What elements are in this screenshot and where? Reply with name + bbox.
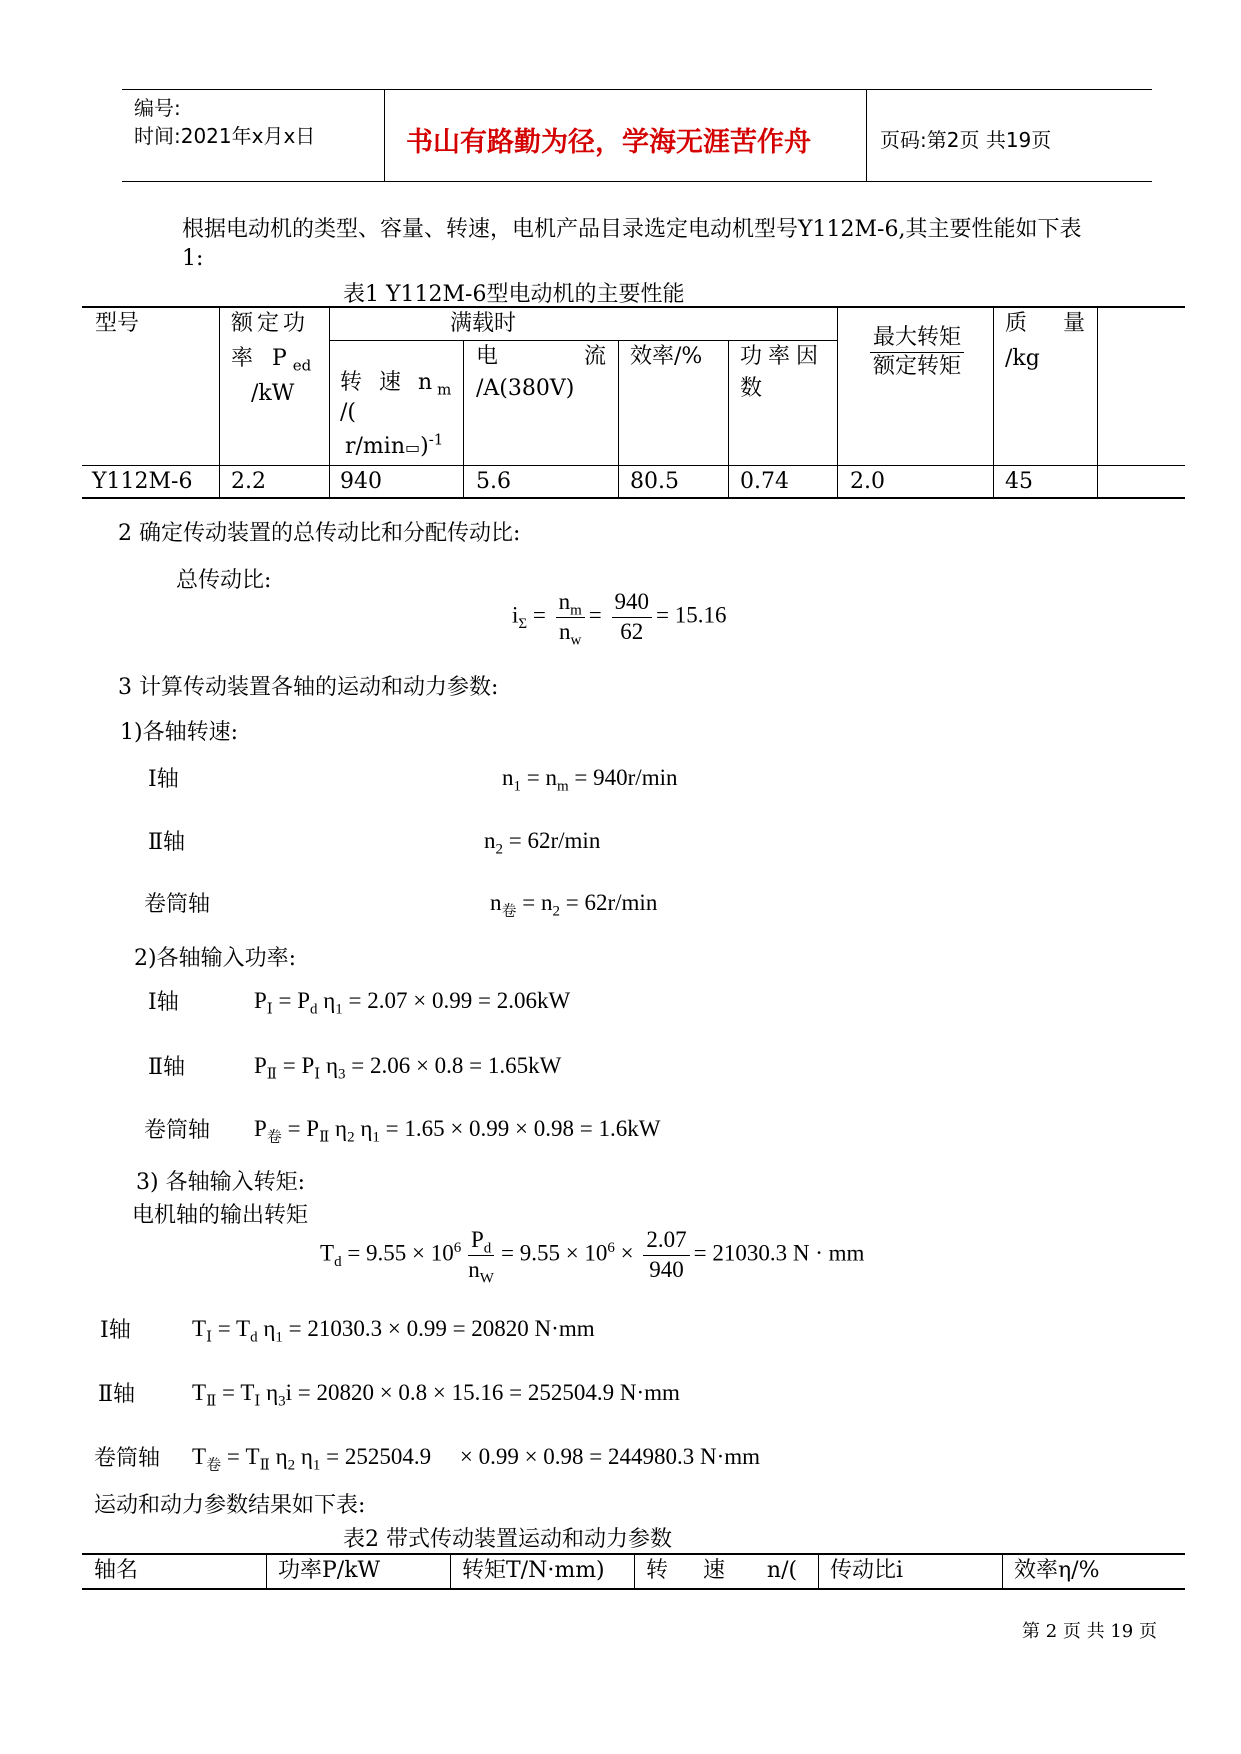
eq-nm: n (558, 589, 571, 614)
table2-header-speed: 转 速 n/( (646, 1558, 798, 1583)
speed1-mid: n (545, 765, 557, 790)
torque-eq-3: $T_卷 = T_Ⅱ$ $\eta_2$ $\eta_1 = 252504.9$ × 0.99 × 0.98 = 244980.3 N·mm (192, 1444, 761, 1474)
section2-equation: $i_\Sigma$ = $\frac{n_m}{n_w}$ = $\frac{940}{62}$ = 15.16 (512, 589, 727, 649)
td-num-value: 2.07 (643, 1226, 689, 1256)
header-page-label: 页码:第2页 共19页 (880, 128, 1052, 152)
td-n-sub: W (479, 1270, 494, 1287)
td-lhs: T (320, 1240, 335, 1266)
td-exp-1: 6 (453, 1239, 462, 1256)
speed2-lhs-sub: 2 (495, 841, 503, 858)
speed-symbol: 转 速 n (340, 370, 438, 395)
power1-expr: = 2.07 × 0.99 = 2.06kW (348, 988, 571, 1013)
section2-title: 2 确定传动装置的总传动比和分配传动比: (118, 521, 521, 546)
torque-label-3: 卷筒轴 (94, 1446, 161, 1471)
speed1-lhs: n (502, 765, 514, 790)
table1-cell-max-torque: 2.0 (850, 469, 885, 494)
header-bottom-rule (122, 181, 1152, 182)
td-p-sub: d (483, 1240, 492, 1257)
power-eq-2: $P_Ⅱ = P_Ⅰ$ $\eta_3 = 2.06 \times 0.8 = 1.65kW$ (254, 1053, 562, 1083)
eq-nw-sub: w (570, 632, 582, 649)
speed-eq-3: $n_卷 = n_2 = 62r/\min$ (490, 890, 658, 920)
table1-header-rated-power-a: 额定功 (231, 311, 310, 336)
intro-line-2: 1: (182, 246, 204, 271)
table1-header-current-b: 流 (584, 344, 607, 369)
torque-label-2: Ⅱ轴 (98, 1382, 135, 1407)
table1-cell-power-factor: 0.74 (740, 469, 789, 494)
table1-header-efficiency: 效率/% (630, 344, 703, 369)
torque3-expr: = 252504.9 × 0.99 × 0.98 = 244980.3 N·mm (326, 1444, 761, 1469)
table2-col-rule (266, 1553, 267, 1588)
speed3-mid: n (541, 890, 553, 915)
header-time-label: 时间:2021年x月x日 (134, 124, 316, 148)
section3-title: 3 计算传动装置各轴的运动和动力参数: (118, 675, 499, 700)
max-torque-ratio (870, 324, 964, 380)
table1-header-speed-b: /( (340, 400, 356, 425)
max-torque-denominator: 额定转矩 (873, 353, 962, 379)
eq-den (556, 618, 584, 647)
td-coef-2: 9.55 × 10 (519, 1240, 608, 1266)
table1-header-mass-c: /kg (1005, 346, 1040, 371)
eq-result: 15.16 (674, 602, 727, 628)
torque-eq-1: $T_Ⅰ = T_d$ $\eta_1 = 21030.3 \times 0.99 = 20820$ N·mm (192, 1316, 595, 1346)
eq-lhs: i (512, 602, 519, 628)
speed-eq-1: $n_1 = n_m = 940r/\min$ (502, 765, 678, 795)
td-result: 21030.3 N · mm (712, 1240, 865, 1266)
torque-label-1: Ⅰ轴 (100, 1318, 131, 1343)
table2-header-torque: 转矩T/N·mm) (462, 1558, 605, 1583)
table2-col-rule (450, 1553, 451, 1588)
td-equation: $T_d = 9.55 \times 10^6$ $\frac{P_d}{n_W}$ = $9.55 \times 10^6$ × $\frac{2.07}{940}$ = 21030.3 N · mm (320, 1227, 865, 1287)
eq-lhs-sub: Σ (518, 616, 528, 633)
speed-label-1: Ⅰ轴 (148, 767, 179, 792)
eq-nm-sub: m (570, 602, 582, 619)
table1-cell-mass: 45 (1005, 469, 1033, 494)
table1-header-fullload: 满载时 (450, 311, 517, 336)
table2-header-shaft: 轴名 (94, 1558, 139, 1583)
torque-title: 3) 各轴输入转矩: (136, 1170, 305, 1195)
results-label: 运动和动力参数结果如下表: (94, 1493, 366, 1518)
rated-power-sub: ed (292, 356, 312, 375)
speed2-value: 62r/min (527, 828, 601, 853)
speed-label-2: Ⅱ轴 (148, 830, 185, 855)
speed-eq-2: $n_2 = 62r/\min$ (484, 828, 601, 858)
power2-expr: = 2.06 × 0.8 = 1.65kW (351, 1053, 562, 1078)
table1-col-rule (993, 306, 994, 497)
torque-eq-2: $T_Ⅱ = T_Ⅰ$ $\eta_3i = 20820 \times 0.8 \times 15.16 = 252504.9$ N·mm (192, 1380, 680, 1410)
table1-header-power-factor-a: 功率因 (740, 344, 825, 369)
table1-col-rule (837, 306, 838, 497)
table1-col-rule (219, 306, 220, 497)
speed2-lhs: n (484, 828, 496, 853)
power-label-2: Ⅱ轴 (148, 1055, 185, 1080)
speed1-value: 940r/min (593, 765, 678, 790)
table2-col-rule (1002, 1553, 1003, 1588)
table1-cell-efficiency: 80.5 (630, 469, 679, 494)
table1-col-rule (618, 340, 619, 497)
table1-header-mass-a: 质 (1005, 311, 1028, 336)
intro-line-1: 根据电动机的类型、容量、转速，电机产品目录选定电动机型号Y112M-6,其主要性能如下表 (182, 217, 1082, 242)
table1-header-power-factor-b: 数 (740, 376, 763, 401)
header-number-label: 编号: (134, 96, 181, 120)
eq-num-value: 940 (612, 588, 653, 618)
td-den-value: 940 (649, 1256, 684, 1282)
table1-header-speed-c: r/min▭)$^{-1}$ (345, 430, 444, 459)
td-frac-values (643, 1226, 689, 1285)
table1-header-current-c: /A(380V) (476, 376, 575, 401)
torque1-expr: = 21030.3 × 0.99 = 20820 N·mm (288, 1316, 595, 1341)
speed-sup: -1 (428, 430, 444, 449)
table1-header-current-a: 电 (476, 344, 499, 369)
table1-caption: 表1 Y112M-6型电动机的主要性能 (343, 282, 685, 307)
power-eq-1: $P_Ⅰ = P_d$ $\eta_1 = 2.07 \times 0.99 = 2.06kW$ (254, 988, 571, 1018)
header-divider-left (384, 89, 385, 181)
table1-cell-model: Y112M-6 (92, 469, 193, 494)
table2-header-rule (82, 1588, 1185, 1590)
speed-sub: m (437, 380, 452, 399)
td-frac-den (465, 1256, 497, 1285)
table1-col-rule (728, 340, 729, 497)
table2-caption: 表2 带式传动装置运动和动力参数 (343, 1527, 672, 1552)
eq-den-value: 62 (620, 618, 644, 644)
speed3-lhs-sub: 卷 (501, 903, 517, 920)
table1-cell-current: 5.6 (476, 469, 511, 494)
header-divider-right (866, 89, 867, 181)
table1-cell-speed: 940 (340, 469, 382, 494)
eq-nw: n (559, 618, 571, 644)
table1-header-model: 型号 (95, 311, 140, 336)
missing-glyph-icon: ▭ (405, 438, 421, 457)
speeds-title: 1)各轴转速: (120, 720, 238, 745)
speed3-mid-sub: 2 (552, 903, 560, 920)
table1-col-rule (463, 340, 464, 497)
max-torque-numerator: 最大转矩 (870, 324, 964, 353)
power-label-3: 卷筒轴 (144, 1118, 211, 1143)
td-frac-symbolic (465, 1226, 497, 1285)
power3-expr: = 1.65 × 0.99 × 0.98 = 1.6kW (385, 1116, 661, 1141)
header-top-rule (122, 89, 1152, 90)
footer-page-number: 第 2 页 共 19 页 (1022, 1621, 1157, 1642)
table1-bottom-rule (82, 497, 1185, 499)
table1-header-speed-a (340, 368, 451, 398)
speed-unit: r/min (345, 434, 405, 459)
power-eq-3: $P_卷 = P_Ⅱ$ $\eta_2$ $\eta_1 = 1.65 \times 0.99 \times 0.98 = 1.6kW$ (254, 1116, 661, 1146)
speed3-value: 62r/min (584, 890, 658, 915)
table1-subheader-rule (329, 340, 837, 341)
table2-header-efficiency: 效率η/% (1014, 1558, 1100, 1583)
table1-col-rule (1097, 306, 1098, 497)
table1-header-rated-power-b (231, 344, 311, 374)
table1-row-rule (82, 465, 1185, 466)
table2-col-rule (634, 1553, 635, 1588)
eq-num (556, 588, 585, 618)
table2-header-ratio: 传动比i (830, 1558, 904, 1583)
table1-cell-power: 2.2 (231, 469, 266, 494)
table1-header-max-torque (866, 324, 968, 380)
speed1-lhs-sub: 1 (513, 778, 521, 795)
speed-label-3: 卷筒轴 (144, 892, 211, 917)
power-title: 2)各轴输入功率: (134, 946, 296, 971)
speed1-mid-sub: m (556, 778, 569, 795)
table2-header-power: 功率P/kW (278, 1558, 381, 1583)
table2-col-rule (818, 1553, 819, 1588)
section2-total-label: 总传动比: (176, 568, 272, 593)
motor-torque-label: 电机轴的输出转矩 (132, 1203, 309, 1228)
table1-header-mass-b: 量 (1063, 311, 1086, 336)
header-motto: 书山有路勤为径，学海无涯苦作舟 (406, 127, 811, 158)
table1-header-rated-power-c: /kW (251, 381, 295, 406)
td-exp-2: 6 (607, 1239, 615, 1256)
rated-power-symbol: 率 P (231, 346, 293, 371)
eq-frac-values (612, 588, 653, 647)
td-coef-1: 9.55 × 10 (366, 1240, 454, 1266)
table1-col-rule (329, 306, 330, 497)
td-p: P (470, 1227, 484, 1252)
power-label-1: Ⅰ轴 (148, 990, 179, 1015)
td-frac-num (468, 1226, 494, 1256)
td-n: n (468, 1256, 480, 1282)
td-lhs-sub: d (334, 1254, 342, 1271)
eq-frac-speed (556, 588, 585, 647)
speed3-lhs: n (490, 890, 502, 915)
table1-top-rule (82, 306, 1185, 308)
torque2-expr: = 20820 × 0.8 × 15.16 = 252504.9 N·mm (297, 1380, 680, 1405)
